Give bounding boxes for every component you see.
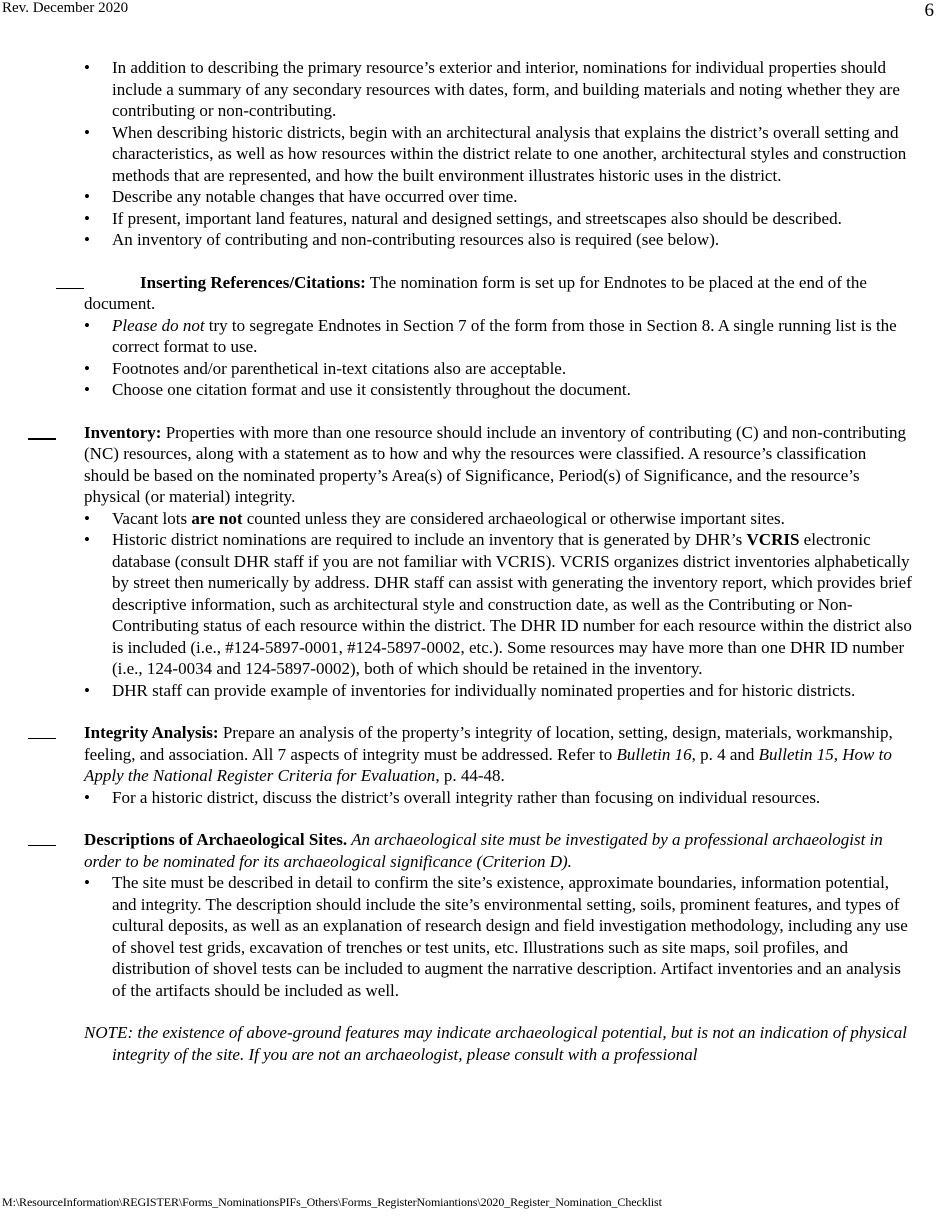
list-item: • Vacant lots are not counted unless they are considered archaeological or otherwise important sites. — [112, 508, 917, 530]
integrity-bullet-list — [0, 787, 950, 809]
list-item: • Choose one citation format and use it consistently throughout the document. — [112, 379, 917, 401]
list-item: • Describe any notable changes that have occurred over time. — [112, 186, 917, 208]
list-item: • When describing historic districts, begin with an architectural analysis that explains the district’s overall setting and characteristics, as well as how resources within the district relate to one another, architectural styles and construction methods that are represented, and how the built environment illustrates historic uses in the district. — [112, 122, 917, 187]
list-item: • If present, important land features, natural and designed settings, and streetscapes also should be described. — [112, 208, 917, 230]
checkbox-blank-archaeology[interactable] — [28, 829, 56, 846]
references-bullet-list — [0, 315, 950, 401]
list-item: • In addition to describing the primary resource’s exterior and interior, nominations for individual properties should include a summary of any secondary resources with dates, form, and building materials and noting whether they are contributing or non-contributing. — [112, 57, 917, 122]
archaeology-bullet-list — [0, 872, 950, 1001]
checkbox-blank-inventory[interactable] — [28, 422, 56, 440]
list-item: • An inventory of contributing and non-contributing resources also is required (see below). — [112, 229, 917, 251]
references-section — [84, 272, 914, 315]
references-heading: Inserting References/Citations: — [140, 272, 366, 292]
list-item: • The site must be described in detail to confirm the site’s existence, approximate boundaries, information potential, and integrity. The description should include the site’s environmental setting, soils, prominent features, and types of cultural deposits, as well as an explanation of research design and field investigation methodology, including any use of shovel test grids, excavation of trenches or test units, etc. Illustrations such as site maps, soil profiles, and distribution of shovel tests can be included to augment the narrative description. Artifact inventories and an analysis of the artifacts should be included as well. — [112, 872, 917, 1001]
inventory-text: Properties with more than one resource should include an inventory of contributing (C) and non-contributing (NC) resources, along with a statement as to how and why the resources were classified. A resource’s classification should be based on the nominated property’s Area(s) of Significance, Period(s) of Significance, and the resource’s physical (or material) integrity. — [84, 422, 906, 506]
archaeology-intro: An archaeological site must be investigated by a professional archaeologist in order to be nominated for its archaeological significance (Criterion D). — [84, 830, 883, 871]
list-item: • DHR staff can provide example of inventories for individually nominated properties and for historic districts. — [112, 680, 917, 702]
references-text: The nomination form is set up for Endnotes to be placed at the end of the document. — [84, 272, 867, 313]
inventory-section — [84, 422, 914, 508]
bulletin-15-reference: Bulletin 15, How to Apply the National Register Criteria for Evaluation — [84, 744, 892, 785]
checkbox-blank-integrity[interactable] — [28, 722, 56, 739]
bulletin-16-reference: Bulletin 16 — [616, 744, 692, 764]
emphasis-text: Please do not — [112, 315, 205, 335]
description-bullet-list — [0, 57, 950, 251]
integrity-section: Integrity Analysis: Prepare an analysis of the property’s integrity of location, setting, design, materials, workmanship, feeling, and association. All 7 aspects of integrity must be addressed. Refer to Bulletin 16, p. 4 and Bulletin 15, How to Apply the National Register Criteria for Evaluation, p. 44-48. — [84, 722, 914, 787]
archaeology-note: NOTE: the existence of above-ground features may indicate archaeological potential, but is not an indication of physical integrity of the site. If you are not an archaeologist, please consult with a professional — [84, 1023, 907, 1064]
revision-date: Rev. December 2020 — [2, 0, 129, 16]
list-item: • Please do not try to segregate Endnotes in Section 7 of the form from those in Section 8. A single running list is the correct format to use. — [112, 315, 917, 358]
list-item: • For a historic district, discuss the district’s overall integrity rather than focusing on individual resources. — [112, 787, 917, 809]
list-item: • Footnotes and/or parenthetical in-text citations also are acceptable. — [112, 358, 917, 380]
integrity-heading: Integrity Analysis: — [84, 723, 219, 742]
file-path-footer: M:\ResourceInformation\REGISTER\Forms_NominationsPIFs_Others\Forms_RegisterNomiantions\2020_Register_Nomination_Checklist — [2, 1195, 662, 1209]
inventory-heading: Inventory: — [84, 422, 162, 442]
archaeology-section — [84, 829, 914, 872]
archaeology-heading: Descriptions of Archaeological Sites. — [84, 830, 348, 849]
inventory-bullet-list — [0, 508, 950, 702]
page-number: 6 — [924, 0, 934, 21]
page-body — [0, 57, 950, 1065]
list-item: • Historic district nominations are required to include an inventory that is generated by DHR’s VCRIS electronic database (consult DHR staff if you are not familiar with VCRIS). VCRIS organizes district inventories alphabetically by street then numerically by address. DHR staff can assist with generating the inventory report, which provides brief descriptive information, such as architectural style and construction date, as well as the Contributing or Non-Contributing status of each resource within the district. The DHR ID number for each resource within the district also is included (i.e., #124-5897-0001, #124-5897-0002, etc.). Some resources may have more than one DHR ID number (i.e., 124-0034 and 124-5897-0002), both of which should be retained in the inventory. — [112, 529, 917, 680]
checkbox-blank-references[interactable] — [56, 272, 84, 289]
